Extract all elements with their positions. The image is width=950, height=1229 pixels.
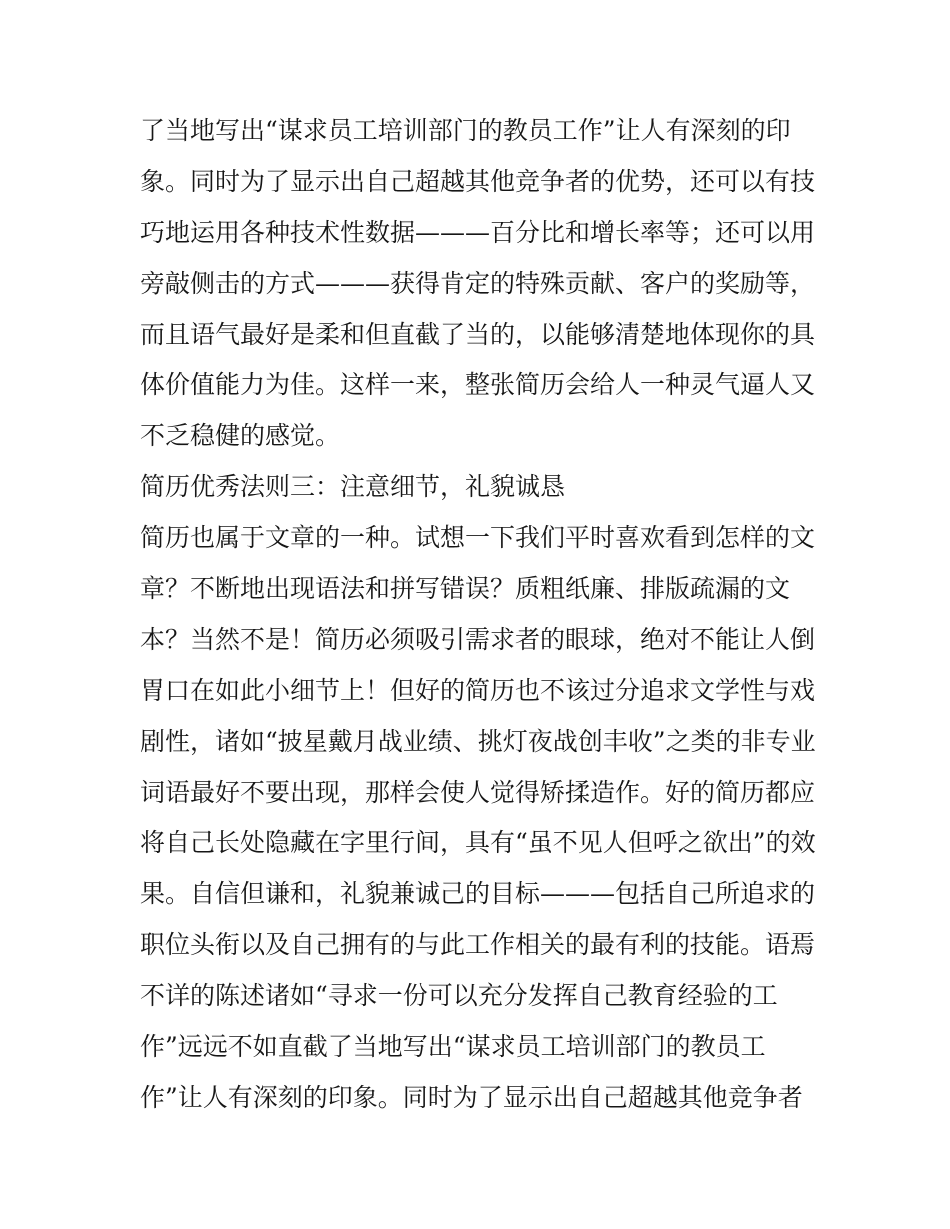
section-heading: 简历优秀法则三：注意细节，礼貌诚恳 <box>140 472 566 502</box>
text-line: 词语最好不要出现，那样会使人觉得矫揉造作。好的简历都应 <box>140 777 816 807</box>
text-line: 将自己长处隐藏在字里行间，具有“虽不见人但呼之欲出”的效 <box>140 828 816 858</box>
text-line: 本？当然不是！简历必须吸引需求者的眼球，绝对不能让人倒 <box>140 624 816 654</box>
text-line: 巧地运用各种技术性数据———百分比和增长率等；还可以用 <box>140 217 816 247</box>
text-line: 胃口在如此小细节上！但好的简历也不该过分追求文学性与戏 <box>140 675 816 705</box>
text-line: 体价值能力为佳。这样一来，整张简历会给人一种灵气逼人又 <box>140 370 816 400</box>
text-line: 作”让人有深刻的印象。同时为了显示出自己超越其他竞争者 <box>140 1082 803 1112</box>
text-line: 作”远远不如直截了当地写出“谋求员工培训部门的教员工 <box>140 1032 766 1062</box>
text-line: 不详的陈述诸如“寻求一份可以充分发挥自己教育经验的工 <box>140 981 778 1011</box>
text-line: 了当地写出“谋求员工培训部门的教员工作”让人有深刻的印 <box>140 116 791 145</box>
text-line: 而且语气最好是柔和但直截了当的，以能够清楚地体现你的具 <box>140 319 816 349</box>
text-line: 旁敲侧击的方式———获得肯定的特殊贡献、客户的奖励等， <box>140 268 816 298</box>
text-line: 职位头衔以及自己拥有的与此工作相关的最有利的技能。语焉 <box>140 930 816 960</box>
text-line: 剧性，诸如“披星戴月战业绩、挑灯夜战创丰收”之类的非专业 <box>140 726 816 756</box>
text-line: 果。自信但谦和，礼貌兼诚己的目标———包括自己所追求的 <box>140 879 816 909</box>
text-line: 章？不断地出现语法和拼写错误？质粗纸廉、排版疏漏的文 <box>140 574 791 604</box>
text-line: 象。同时为了显示出自己超越其他竞争者的优势，还可以有技 <box>140 166 816 196</box>
body-text <box>140 106 820 1124</box>
text-line: 不乏稳健的感觉。 <box>140 421 341 451</box>
text-line: 简历也属于文章的一种。试想一下我们平时喜欢看到怎样的文 <box>140 523 816 553</box>
